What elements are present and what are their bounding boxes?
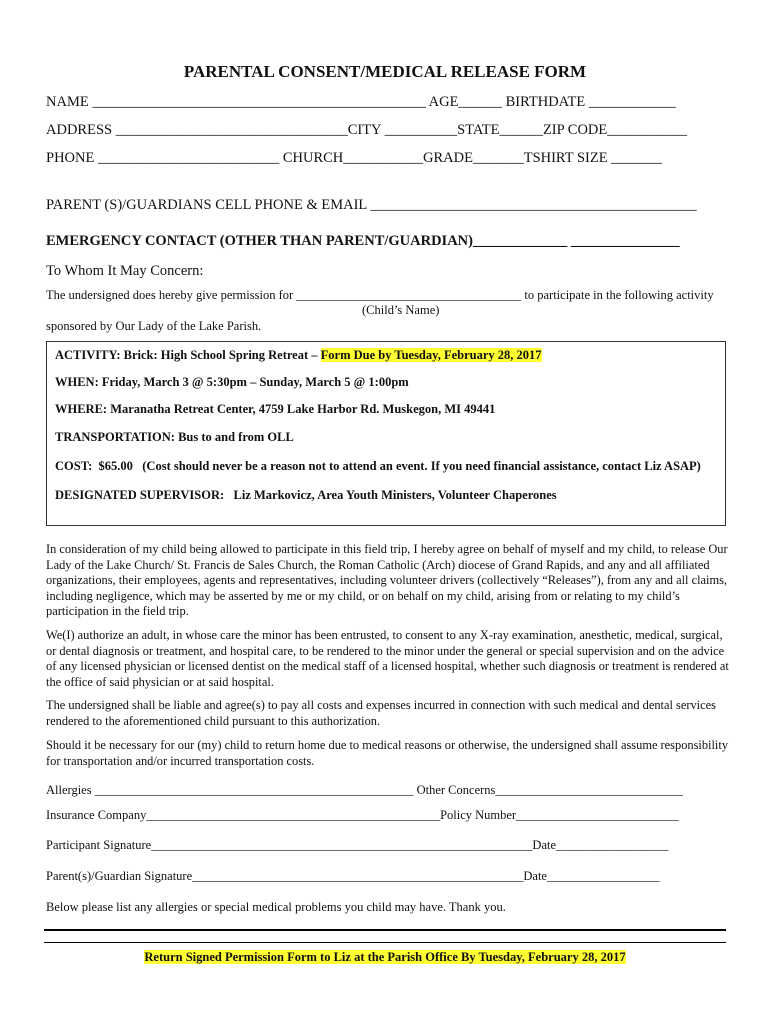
medical-authorization-paragraph: We(I) authorize an adult, in whose care the minor has been entrusted, to consent to any X-ray examination, anesthetic, medical, surgical, or dental diagnosis or treatment, and hospital care, to be rendered to the minor under the general or special supervision and on the advice of any licensed physician or licensed dentist on the medical staff of a licensed hospital, whether such diagnosis or treatment is rendered at the office of said physician or at said hospital. (46, 628, 729, 689)
parent-signature-field[interactable]: Parent(s)/Guardian Signature_____________________________________________________Date__________________ (46, 869, 660, 883)
salutation: To Whom It May Concern: (46, 263, 204, 279)
address-row[interactable]: ADDRESS ________________________________CITY __________STATE______ZIP CODE___________ (46, 122, 688, 138)
parent-contact-field[interactable]: PARENT (S)/GUARDIANS CELL PHONE & EMAIL _____________________________________________ (46, 197, 697, 213)
where-line: WHERE: Maranatha Retreat Center, 4759 Lake Harbor Rd. Muskegon, MI 49441 (55, 402, 496, 416)
form-due-highlight: Form Due by Tuesday, February 28, 2017 (320, 348, 542, 362)
return-instructions-text: Return Signed Permission Form to Liz at the Parish Office By Tuesday, February 28, 2017 (144, 950, 626, 964)
participant-signature-field[interactable]: Participant Signature_____________________________________________________________Date__________________ (46, 838, 669, 852)
transportation-responsibility-paragraph: Should it be necessary for our (my) child to return home due to medical reasons or otherwise, the undersigned shall assume responsibility for transportation and/or incurred transportation costs. (46, 738, 729, 768)
when-line: WHEN: Friday, March 3 @ 5:30pm – Sunday, March 5 @ 1:00pm (55, 375, 409, 389)
emergency-contact-field[interactable]: EMERGENCY CONTACT (OTHER THAN PARENT/GUARDIAN)_____________ _______________ (46, 233, 680, 249)
divider-line-thin (44, 942, 726, 943)
sponsor-line: sponsored by Our Lady of the Lake Parish. (46, 319, 262, 333)
allergy-note: Below please list any allergies or special medical problems you child may have. Thank you. (46, 900, 506, 914)
name-age-birthdate-row[interactable]: NAME ______________________________________________ AGE______ BIRTHDATE ____________ (46, 94, 676, 110)
insurance-field[interactable]: Insurance Company_______________________________________________Policy Number__________________________ (46, 808, 679, 822)
activity-line (55, 348, 542, 363)
liability-paragraph: The undersigned shall be liable and agree(s) to pay all costs and expenses incurred in connection with such medical and dental services rendered to the aforementioned child pursuant to this authorization. (46, 698, 716, 728)
phone-church-grade-row[interactable]: PHONE _________________________ CHURCH___________GRADE_______TSHIRT SIZE _______ (46, 150, 662, 166)
return-instructions (0, 950, 770, 965)
permission-line[interactable]: The undersigned does hereby give permission for ____________________________________ to participate in the following activity (46, 288, 714, 302)
activity-label: ACTIVITY: Brick: High School Spring Retreat – (55, 348, 321, 362)
divider-line (44, 929, 726, 931)
cost-line: COST: $65.00 (Cost should never be a reason not to attend an event. If you need financial assistance, contact Liz ASAP) (55, 459, 701, 473)
allergies-field[interactable]: Allergies ___________________________________________________ Other Concerns______________________________ (46, 783, 683, 797)
release-paragraph: In consideration of my child being allowed to participate in this field trip, I hereby agree on behalf of myself and my child, to release Our Lady of the Lake Church/ St. Francis de Sales Church, the Roman Catholic (Arch) diocese of Grand Rapids, and any and all affiliated organizations, their employees, agents and representatives, including volunteer drivers (collectively “Releases”), from any and all claims, including negligence, which may be asserted by me or my child, or on behalf on my child, arising from or relating to my child’s participation in the field trip. (46, 542, 728, 619)
supervisor-line: DESIGNATED SUPERVISOR: Liz Markovicz, Area Youth Ministers, Volunteer Chaperones (55, 488, 557, 502)
childs-name-caption: (Child’s Name) (362, 303, 440, 317)
activity-box (46, 341, 726, 526)
transportation-line: TRANSPORTATION: Bus to and from OLL (55, 430, 294, 444)
form-title: PARENTAL CONSENT/MEDICAL RELEASE FORM (183, 62, 587, 81)
